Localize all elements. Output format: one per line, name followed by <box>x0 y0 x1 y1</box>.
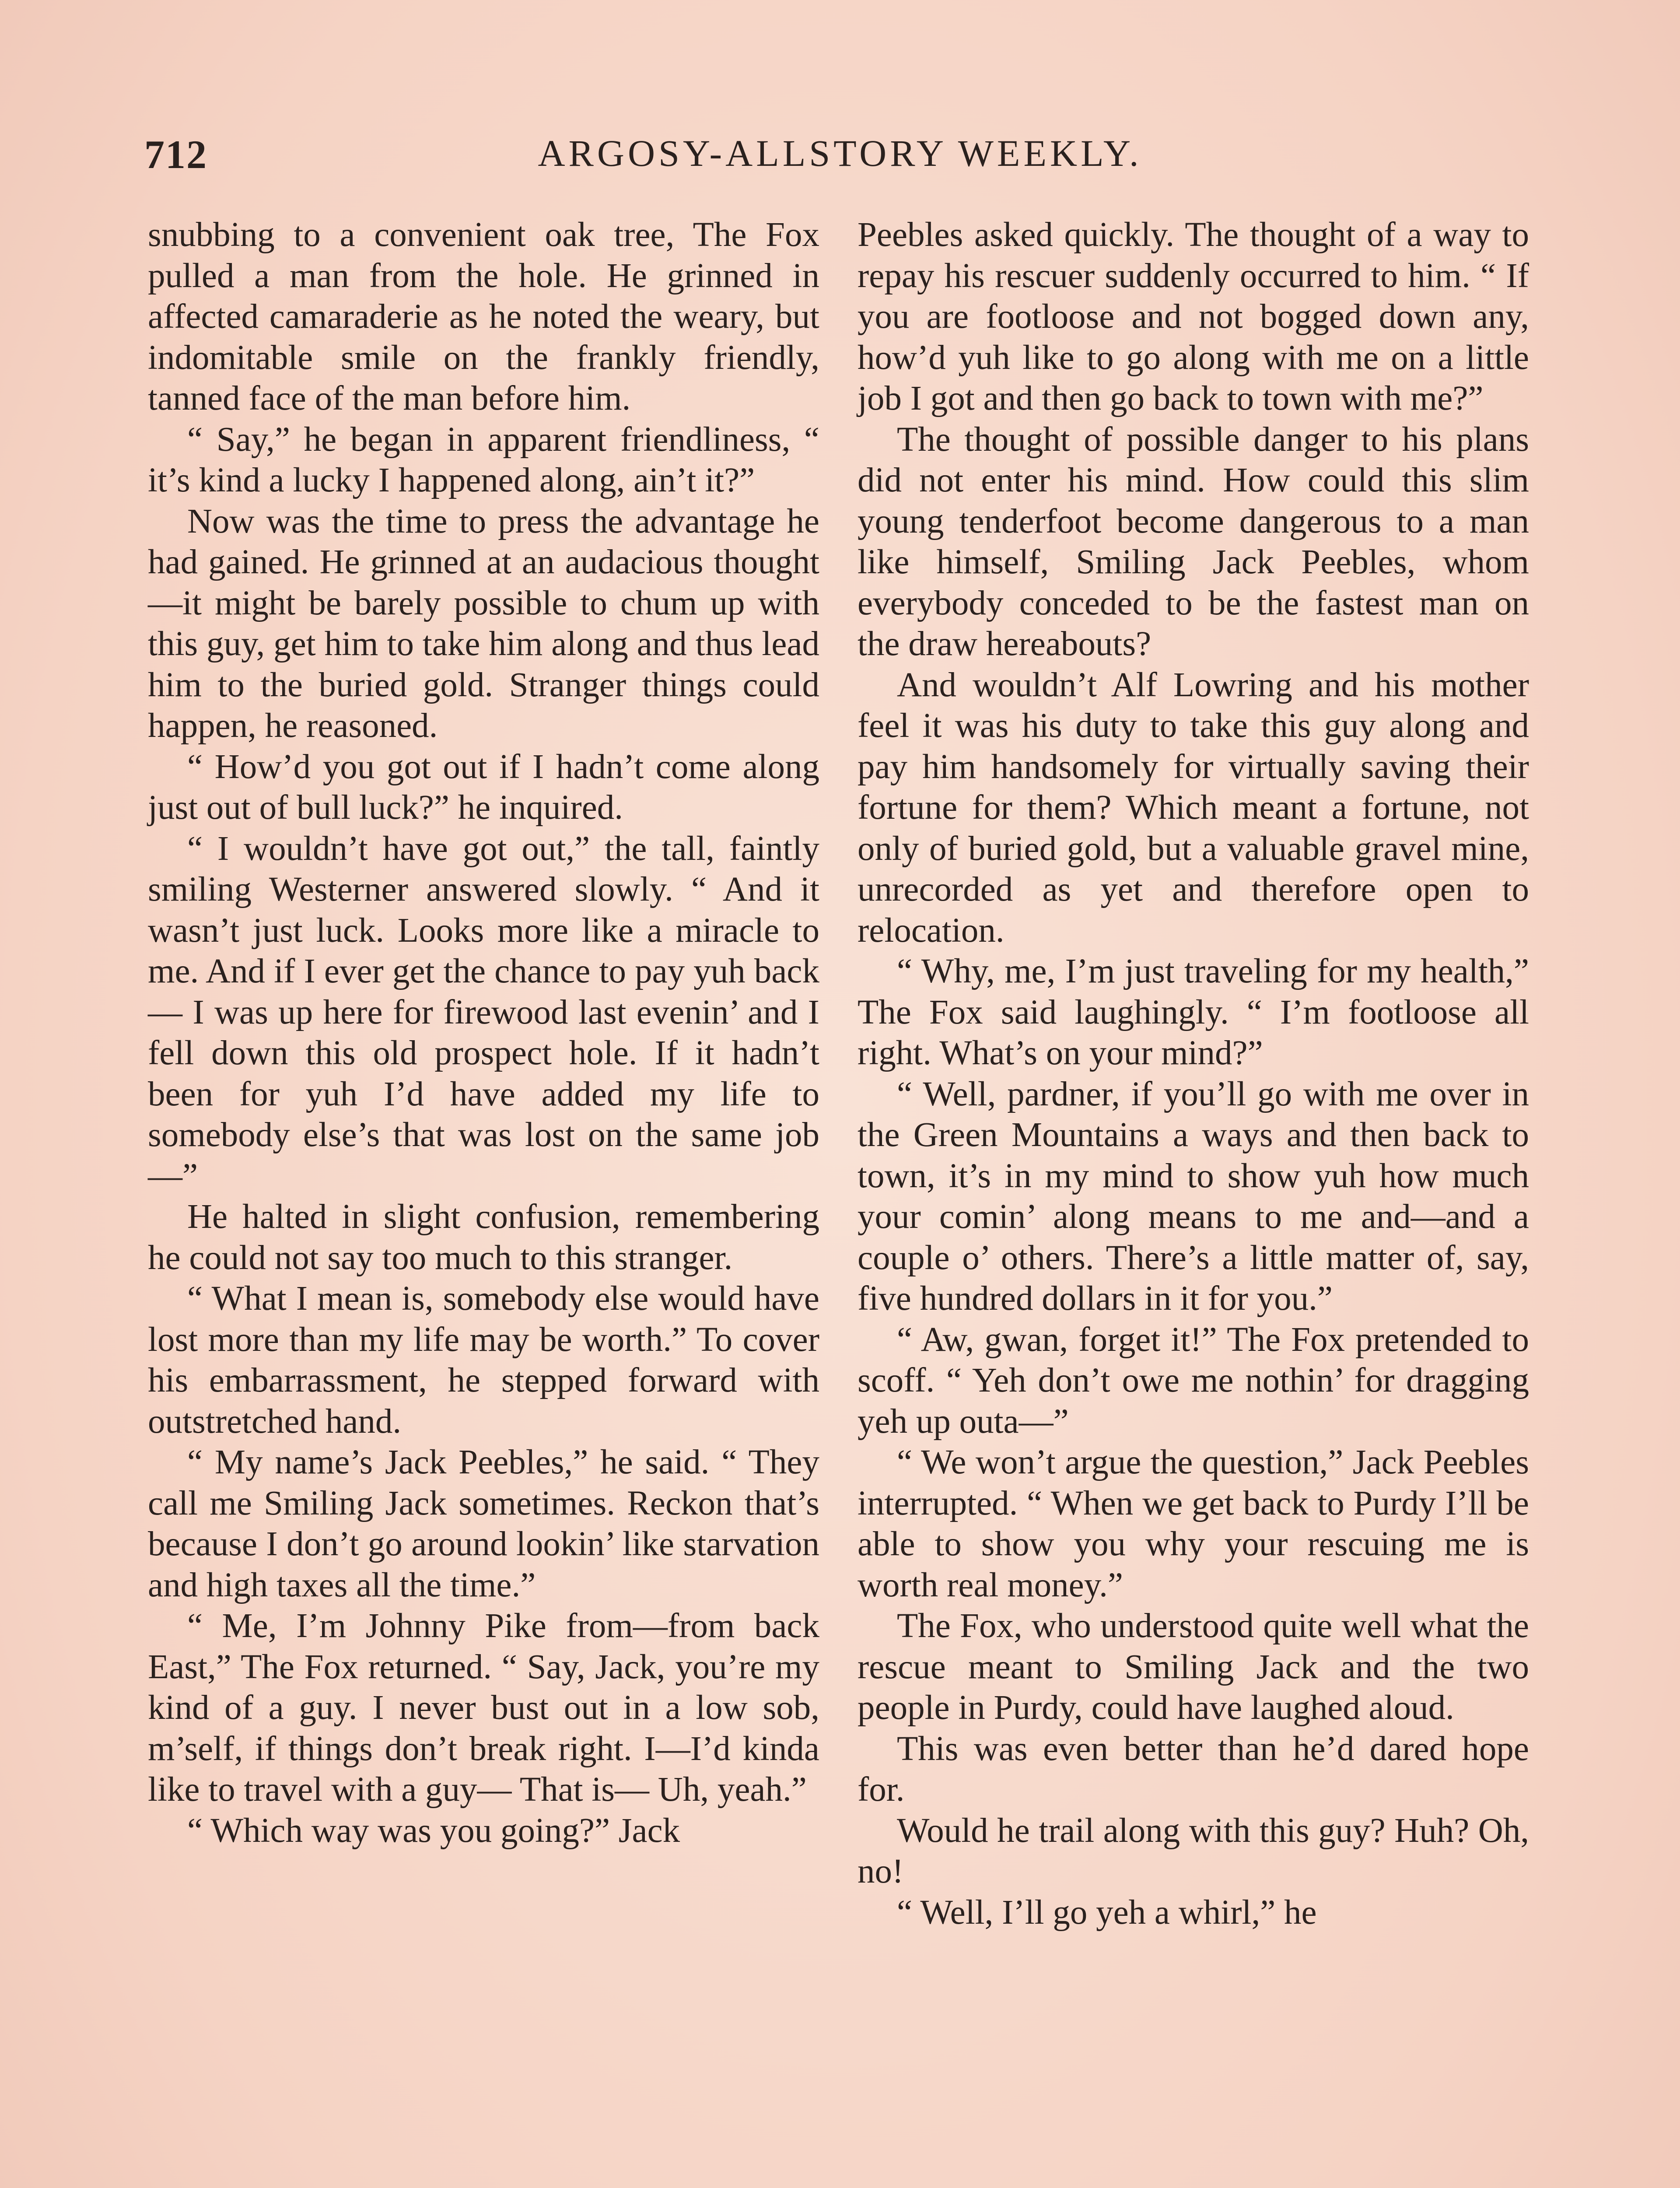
paragraph: “ My name’s Jack Peebles,” he said. “ They call me Smiling Jack sometimes. Reckon that’s because I don’t go around lookin’ like starvation and high taxes all the time.” <box>148 1443 819 1604</box>
paragraph: “ Well, I’ll go yeh a whirl,” he <box>897 1893 1317 1932</box>
paragraph: “ What I mean is, somebody else would have lost more than my life may be worth.” To cover his embarrassment, he stepped forward with outstretched hand. <box>148 1280 819 1441</box>
paragraph: “ Which way was you going?” Jack <box>187 1811 680 1850</box>
paragraph: He halted in slight confusion, remembering he could not say too much to this stranger. <box>148 1198 819 1277</box>
paragraph: Now was the time to press the advantage he had gained. He grinned at an audacious thought—it might be barely possible to chum up with this guy, get him to take him along and thus lead him to the buried gold. Stranger things could happen, he reasoned. <box>148 502 819 745</box>
paragraph: “ Aw, gwan, forget it!” The Fox pretended to scoff. “ Yeh don’t owe me nothin’ for dragging yeh up outa—” <box>858 1320 1529 1441</box>
paragraph: Would he trail along with this guy? Huh? Oh, no! <box>858 1811 1529 1890</box>
paragraph: “ I wouldn’t have got out,” the tall, faintly smiling Westerner answered slowly. “ And it wasn’t just luck. Looks more like a miracle to me. And if I ever get the chance to pay yuh back— I was up here for firewood last evenin’ and I fell down this old prospect hole. If it hadn’t been for yuh I’d have added my life to somebody else’s that was lost on the same job—” <box>148 829 819 1195</box>
paragraph: And wouldn’t Alf Lowring and his mother feel it was his duty to take this guy along and pay him handsomely for virtually saving their fortune for them? Which meant a fortune, not only of buried gold, but a valuable gravel mine, unrecorded as yet and therefore open to relocation. <box>858 666 1529 950</box>
paragraph: “ Well, pardner, if you’ll go with me over in the Green Mountains a ways and then back to town, it’s in my mind to show yuh how much your comin’ along means to me and—and a couple o’ others. There’s a little matter of, say, five hundred dollars in it for you.” <box>858 1075 1529 1318</box>
page-header <box>144 131 1536 193</box>
paragraph: “ Say,” he began in apparent friendliness, “ it’s kind a lucky I happened along, ain’t it?” <box>148 420 819 499</box>
left-column <box>148 214 819 1851</box>
paragraph: “ How’d you got out if I hadn’t come along just out of bull luck?” he inquired. <box>148 747 819 827</box>
right-column <box>858 214 1529 1933</box>
paragraph: snubbing to a convenient oak tree, The Fox pulled a man from the hole. He grinned in affected camaraderie as he noted the weary, but indomitable smile on the frankly friendly, tanned face of the man before him. <box>148 216 819 417</box>
paragraph: “ We won’t argue the question,” Jack Peebles interrupted. “ When we get back to Purdy I’ll be able to show you why your rescuing me is worth real money.” <box>858 1443 1529 1604</box>
paragraph: This was even better than he’d dared hope for. <box>858 1729 1529 1809</box>
page-number: 712 <box>144 132 207 177</box>
running-head: ARGOSY-ALLSTORY WEEKLY. <box>538 132 1142 174</box>
paragraph: Peebles asked quickly. The thought of a way to repay his rescuer suddenly occurred to him. “ If you are footloose and not bogged down any, how’d yuh like to go along with me on a little job I got and then go back to town with me?” <box>858 216 1529 417</box>
paragraph: “ Why, me, I’m just traveling for my health,” The Fox said laughingly. “ I’m footloose all right. What’s on your mind?” <box>858 952 1529 1072</box>
paragraph: “ Me, I’m Johnny Pike from—from back East,” The Fox returned. “ Say, Jack, you’re my kind of a guy. I never bust out in a low sob, m’self, if things don’t break right. I—I’d kinda like to travel with a guy— That is— Uh, yeah.” <box>148 1607 819 1809</box>
paragraph: The thought of possible danger to his plans did not enter his mind. How could this slim young tenderfoot become dangerous to a man like himself, Smiling Jack Peebles, whom everybody conceded to be the fastest man on the draw hereabouts? <box>858 420 1529 663</box>
paragraph: The Fox, who understood quite well what the rescue meant to Smiling Jack and the two people in Purdy, could have laughed aloud. <box>858 1607 1529 1727</box>
